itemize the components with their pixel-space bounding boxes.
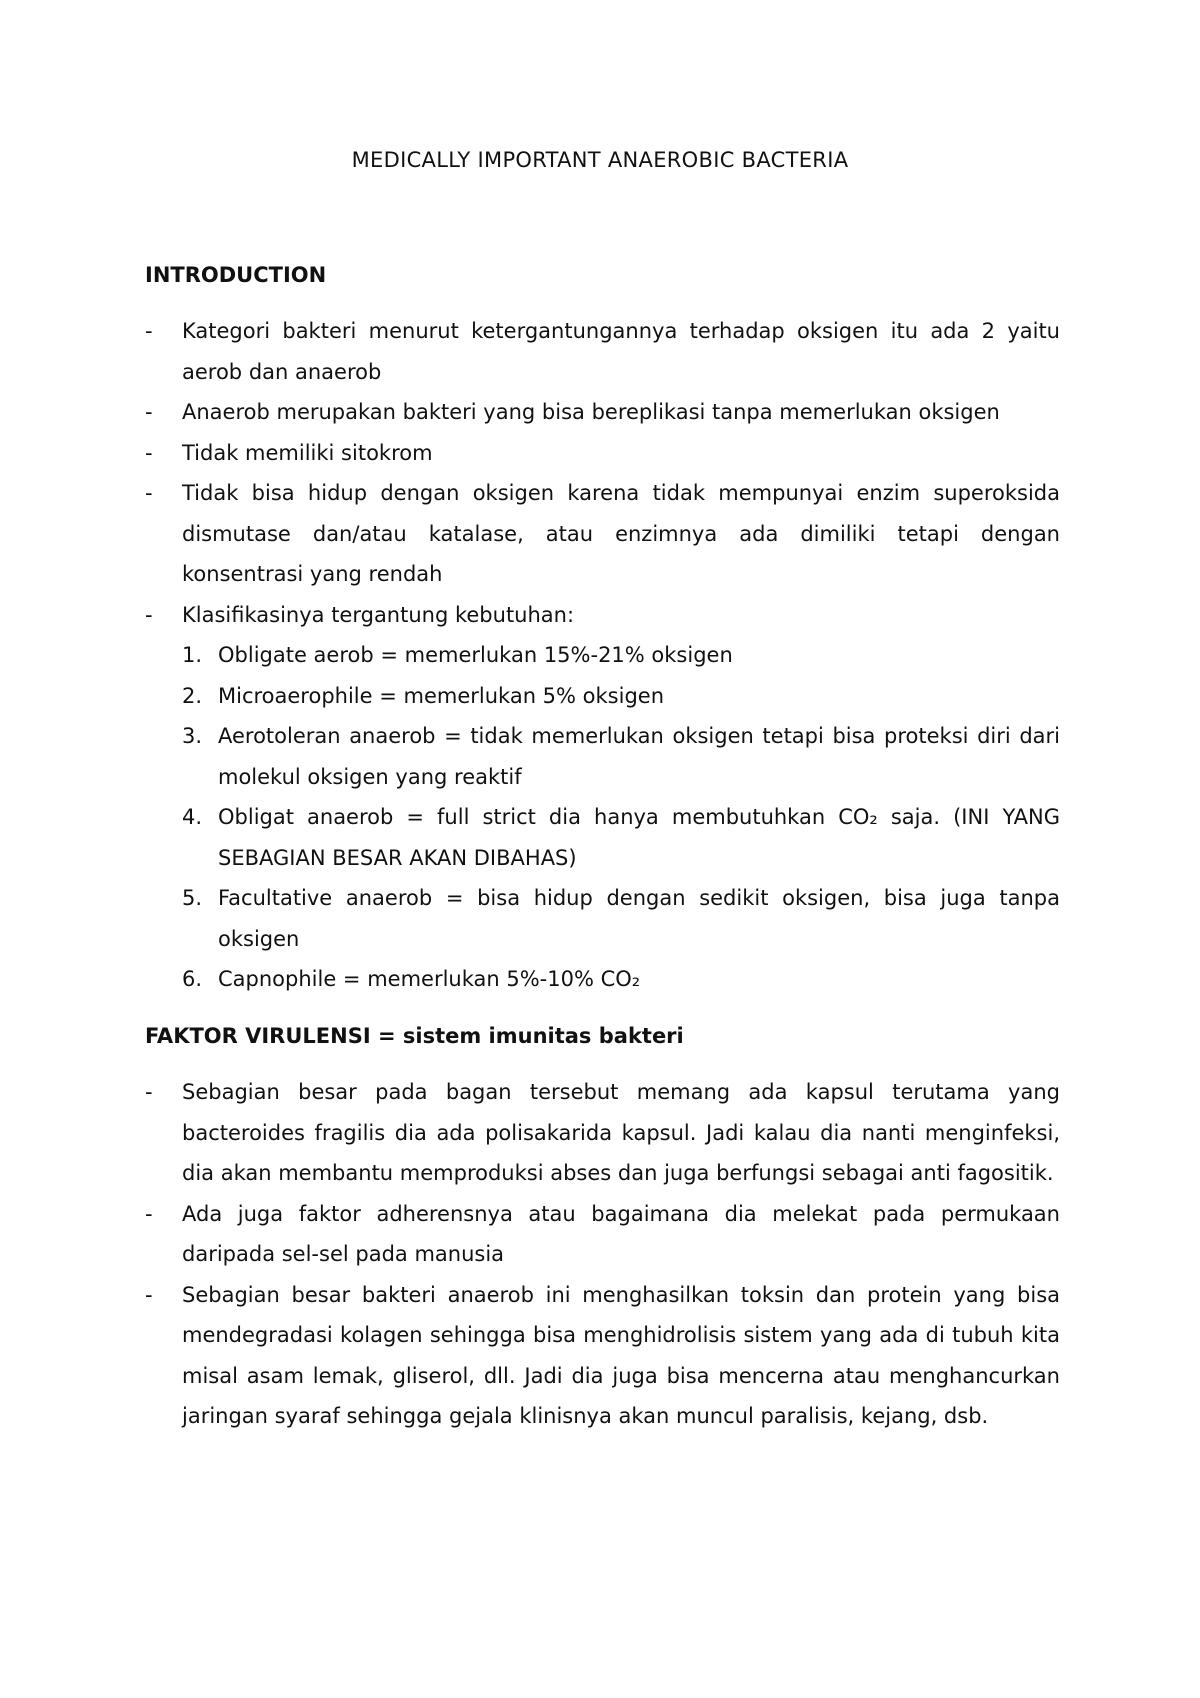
bullet-dash: - (145, 1282, 153, 1307)
numbered-item-text: Capnophile = memerlukan 5%-10% CO₂ (218, 967, 641, 991)
numbered-item-text: Aerotoleran anaerob = tidak memerlukan oksigen tetapi bisa proteksi diri dari molekul oksigen yang reaktif (218, 724, 1060, 789)
bullet-dash: - (145, 1080, 153, 1104)
bullet-dash: - (145, 400, 153, 424)
bullet-dash: - (145, 319, 153, 343)
list-item (145, 433, 1060, 474)
numbered-item (145, 878, 1060, 959)
list-item-text: Klasifikasinya tergantung kebutuhan: (182, 602, 575, 627)
item-number: 5. (182, 886, 203, 910)
numbered-item-text: Obligate aerob = memerlukan 15%-21% oksigen (218, 643, 733, 667)
numbered-item (145, 716, 1060, 797)
numbered-item-text: Obligat anaerob = full strict dia hanya membutuhkan CO₂ saja. (INI YANG SEBAGIAN BESAR AKAN DIBAHAS) (218, 805, 1060, 870)
list-item (145, 1072, 1060, 1194)
list-item-text: Ada juga faktor adherensnya atau bagaimana dia melekat pada permukaan daripada sel-sel pada manusia (182, 1201, 1060, 1266)
section-heading-introduction: INTRODUCTION (145, 263, 327, 287)
item-number: 4. (182, 805, 203, 829)
item-number: 1. (182, 643, 203, 667)
bullet-dash: - (145, 440, 153, 465)
list-item-text: Anaerob merupakan bakteri yang bisa bereplikasi tanpa memerlukan oksigen (182, 400, 1000, 424)
numbered-item (145, 797, 1060, 878)
list-item-text: Tidak memiliki sitokrom (182, 440, 433, 465)
list-item (145, 595, 1060, 636)
list-item-text: Kategori bakteri menurut ketergantungannya terhadap oksigen itu ada 2 yaitu aerob dan anaerob (182, 319, 1060, 384)
list-item-text: Sebagian besar bakteri anaerob ini menghasilkan toksin dan protein yang bisa mendegradasi kolagen sehingga bisa menghidrolisis sistem yang ada di tubuh kita misal asam lemak, gliserol, dll. Jadi dia juga bisa mencerna atau menghancurkan jaringan syaraf sehingga gejala klinisnya akan muncul paralisis, kejang, dsb. (182, 1282, 1060, 1428)
classification-list (145, 635, 1060, 1000)
numbered-item-text: Facultative anaerob = bisa hidup dengan sedikit oksigen, bisa juga tanpa oksigen (218, 886, 1060, 951)
introduction-list (145, 311, 1060, 1000)
item-number: 3. (182, 724, 203, 748)
bullet-dash: - (145, 602, 153, 627)
item-number: 2. (182, 683, 203, 708)
virulence-list (145, 1072, 1060, 1437)
item-number: 6. (182, 967, 203, 991)
list-item (145, 1275, 1060, 1437)
bullet-dash: - (145, 481, 153, 505)
numbered-item-text: Microaerophile = memerlukan 5% oksigen (218, 683, 665, 708)
list-item-text: Tidak bisa hidup dengan oksigen karena tidak mempunyai enzim superoksida dismutase dan/atau katalase, atau enzimnya ada dimiliki tetapi dengan konsentrasi yang rendah (182, 481, 1060, 586)
bullet-dash: - (145, 1201, 153, 1226)
list-item (145, 392, 1060, 433)
numbered-item (145, 635, 1060, 676)
numbered-item (145, 959, 1060, 1000)
list-item-text: Sebagian besar pada bagan tersebut memang ada kapsul terutama yang bacteroides fragilis dia ada polisakarida kapsul. Jadi kalau dia nanti menginfeksi, dia akan membantu memproduksi abses dan juga berfungsi sebagai anti fagositik. (182, 1080, 1060, 1185)
list-item (145, 311, 1060, 392)
section-heading-virulence: FAKTOR VIRULENSI = sistem imunitas bakteri (145, 1024, 684, 1048)
numbered-item (145, 676, 1060, 717)
list-item (145, 473, 1060, 595)
numbered-list-wrapper (145, 635, 1060, 1000)
list-item (145, 1194, 1060, 1275)
document-title: MEDICALLY IMPORTANT ANAEROBIC BACTERIA (351, 148, 849, 172)
